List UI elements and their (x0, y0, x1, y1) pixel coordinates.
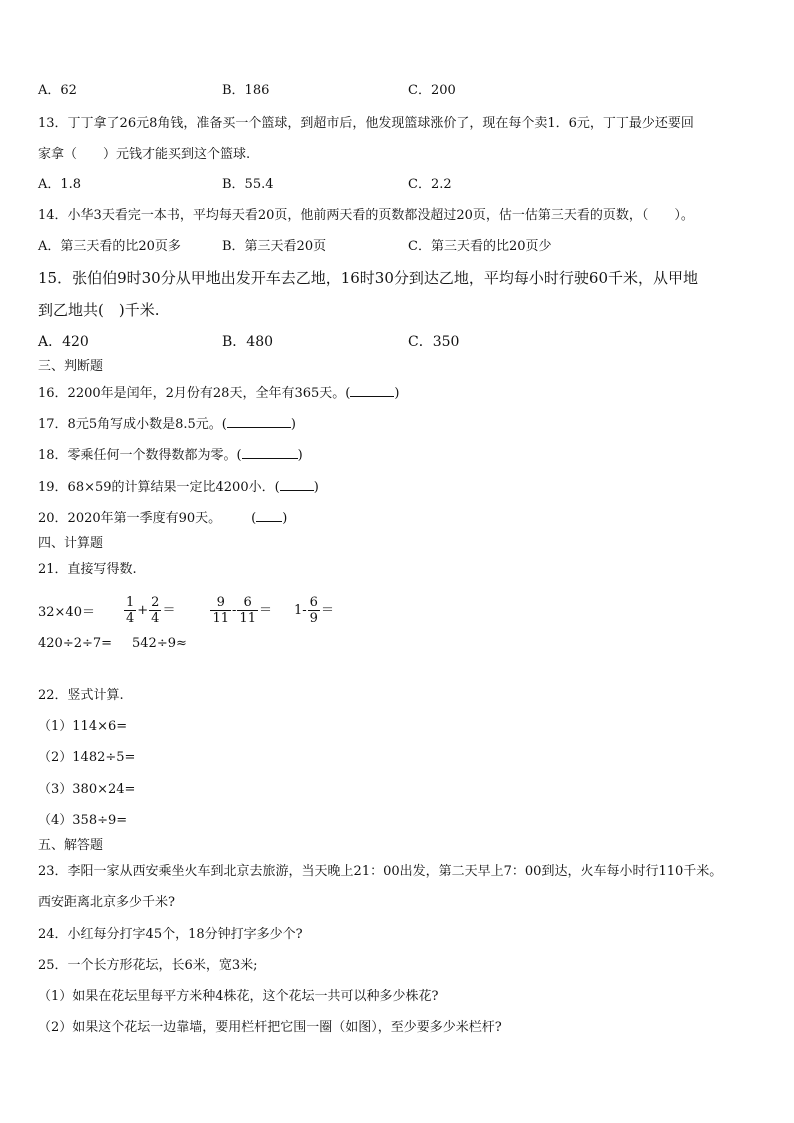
q18-text: 18．零乘任何一个数得数都为零。( (38, 448, 242, 463)
q14-option-c: C．第三天看的比20页少 (408, 239, 552, 254)
q13-option-b: B．55.4 (222, 177, 274, 192)
q18-answer-blank[interactable] (242, 446, 298, 459)
q13-text-line1: 13．丁丁拿了26元8角钱，准备买一个篮球，到超市后，他发现篮球涨价了，现在每个卖1．6元，丁丁最少还要回 (38, 116, 694, 131)
q16-statement (38, 384, 399, 403)
q20-answer-blank[interactable] (256, 509, 282, 522)
q17-answer-blank[interactable] (227, 415, 291, 428)
q21-expr-6: 542÷9≈ (132, 636, 187, 651)
q23-text-line2: 西安距离北京多少千米? (38, 895, 175, 910)
q25-title: 25．一个长方形花坛，长6米，宽3米; (38, 958, 258, 973)
q25-part-2: （2）如果这个花坛一边靠墙，要用栏杆把它围一圈（如图），至少要多少米栏杆? (38, 1020, 502, 1035)
q23-text-line1: 23．李阳一家从西安乘坐火车到北京去旅游，当天晚上21：00出发，第二天早上7：00到达，火车每小时行110千米。 (38, 864, 723, 879)
q20-close-paren: ) (282, 511, 288, 526)
fraction: $\frac{6}{9}$ (309, 594, 318, 626)
q17-statement (38, 415, 296, 434)
section-5-heading: 五、解答题 (38, 838, 104, 853)
q13-option-c: C．2.2 (408, 177, 452, 192)
q22-title: 22．竖式计算. (38, 688, 124, 703)
q25-part-1: （1）如果在花坛里每平方米种4株花，这个花坛一共可以种多少株花? (38, 989, 439, 1004)
q19-close-paren: ) (313, 480, 319, 495)
q22-item-4: （4）358÷9= (38, 813, 128, 828)
q21-expr-1: 32×40＝ (38, 604, 95, 620)
q21-expr-3: $\frac{9}{11}$ - $\frac{6}{11}$ ＝ (212, 594, 272, 626)
q15-text-line2: 到乙地共( )千米. (38, 301, 160, 319)
q22-item-3: （3）380×24= (38, 782, 136, 797)
section-4-heading: 四、计算题 (38, 536, 104, 551)
q16-text: 16．2200年是闰年，2月份有28天，全年有365天。( (38, 386, 351, 401)
q15-option-c: C．350 (408, 334, 460, 350)
q19-text: 19．68×59的计算结果一定比4200小．( (38, 480, 280, 495)
q20-statement (38, 509, 287, 528)
fraction: $\frac{6}{11}$ (239, 594, 256, 626)
q22-item-1: （1）114×6= (38, 719, 128, 734)
q14-text: 14．小华3天看完一本书，平均每天看20页，他前两天看的页数都没超过20页，估一估第三天看的页数，（ ）。 (38, 208, 694, 223)
q18-statement (38, 446, 303, 465)
q18-close-paren: ) (297, 448, 303, 463)
q21-expr-4: 1- $\frac{6}{9}$ ＝ (293, 594, 334, 626)
q13-text-line2: 家拿（ ）元钱才能买到这个篮球. (38, 147, 251, 162)
q21-expr-5: 420÷2÷7= (38, 636, 113, 651)
q15-option-b: B．480 (222, 334, 274, 350)
q19-statement (38, 478, 319, 497)
q20-text: 20．2020年第一季度有90天。 (38, 511, 222, 526)
q15-option-a: A．420 (38, 334, 89, 350)
q21-title: 21．直接写得数. (38, 562, 137, 577)
fraction: $\frac{9}{11}$ (212, 594, 230, 626)
q12-option-a: A．62 (38, 83, 77, 98)
q21-expressions-row (38, 588, 334, 632)
q19-answer-blank[interactable] (280, 478, 314, 491)
q16-answer-blank[interactable] (350, 384, 394, 397)
q13-option-a: A．1.8 (38, 177, 82, 192)
q16-close-paren: ) (394, 386, 400, 401)
fraction: $\frac{2}{4}$ (151, 594, 160, 626)
q24-text: 24．小红每分打字45个，18分钟打字多少个? (38, 927, 303, 942)
fraction: $\frac{1}{4}$ (125, 594, 135, 626)
q21-expr-2: $\frac{1}{4}$ + $\frac{2}{4}$ ＝ (125, 594, 176, 626)
section-3-heading: 三、判断题 (38, 359, 104, 374)
q12-option-c: C．200 (408, 83, 456, 98)
q15-text-line1: 15．张伯伯9时30分从甲地出发开车去乙地，16时30分到达乙地，平均每小时行驶60千米，从甲地 (38, 269, 698, 287)
q17-text: 17．8元5角写成小数是8.5元。( (38, 417, 227, 432)
q14-option-a: A．第三天看的比20页多 (38, 239, 181, 254)
q20-open-paren: ( (251, 511, 257, 526)
q22-item-2: （2）1482÷5= (38, 750, 136, 765)
q17-close-paren: ) (290, 417, 296, 432)
q12-option-b: B．186 (222, 83, 270, 98)
q14-option-b: B．第三天看20页 (222, 239, 327, 254)
